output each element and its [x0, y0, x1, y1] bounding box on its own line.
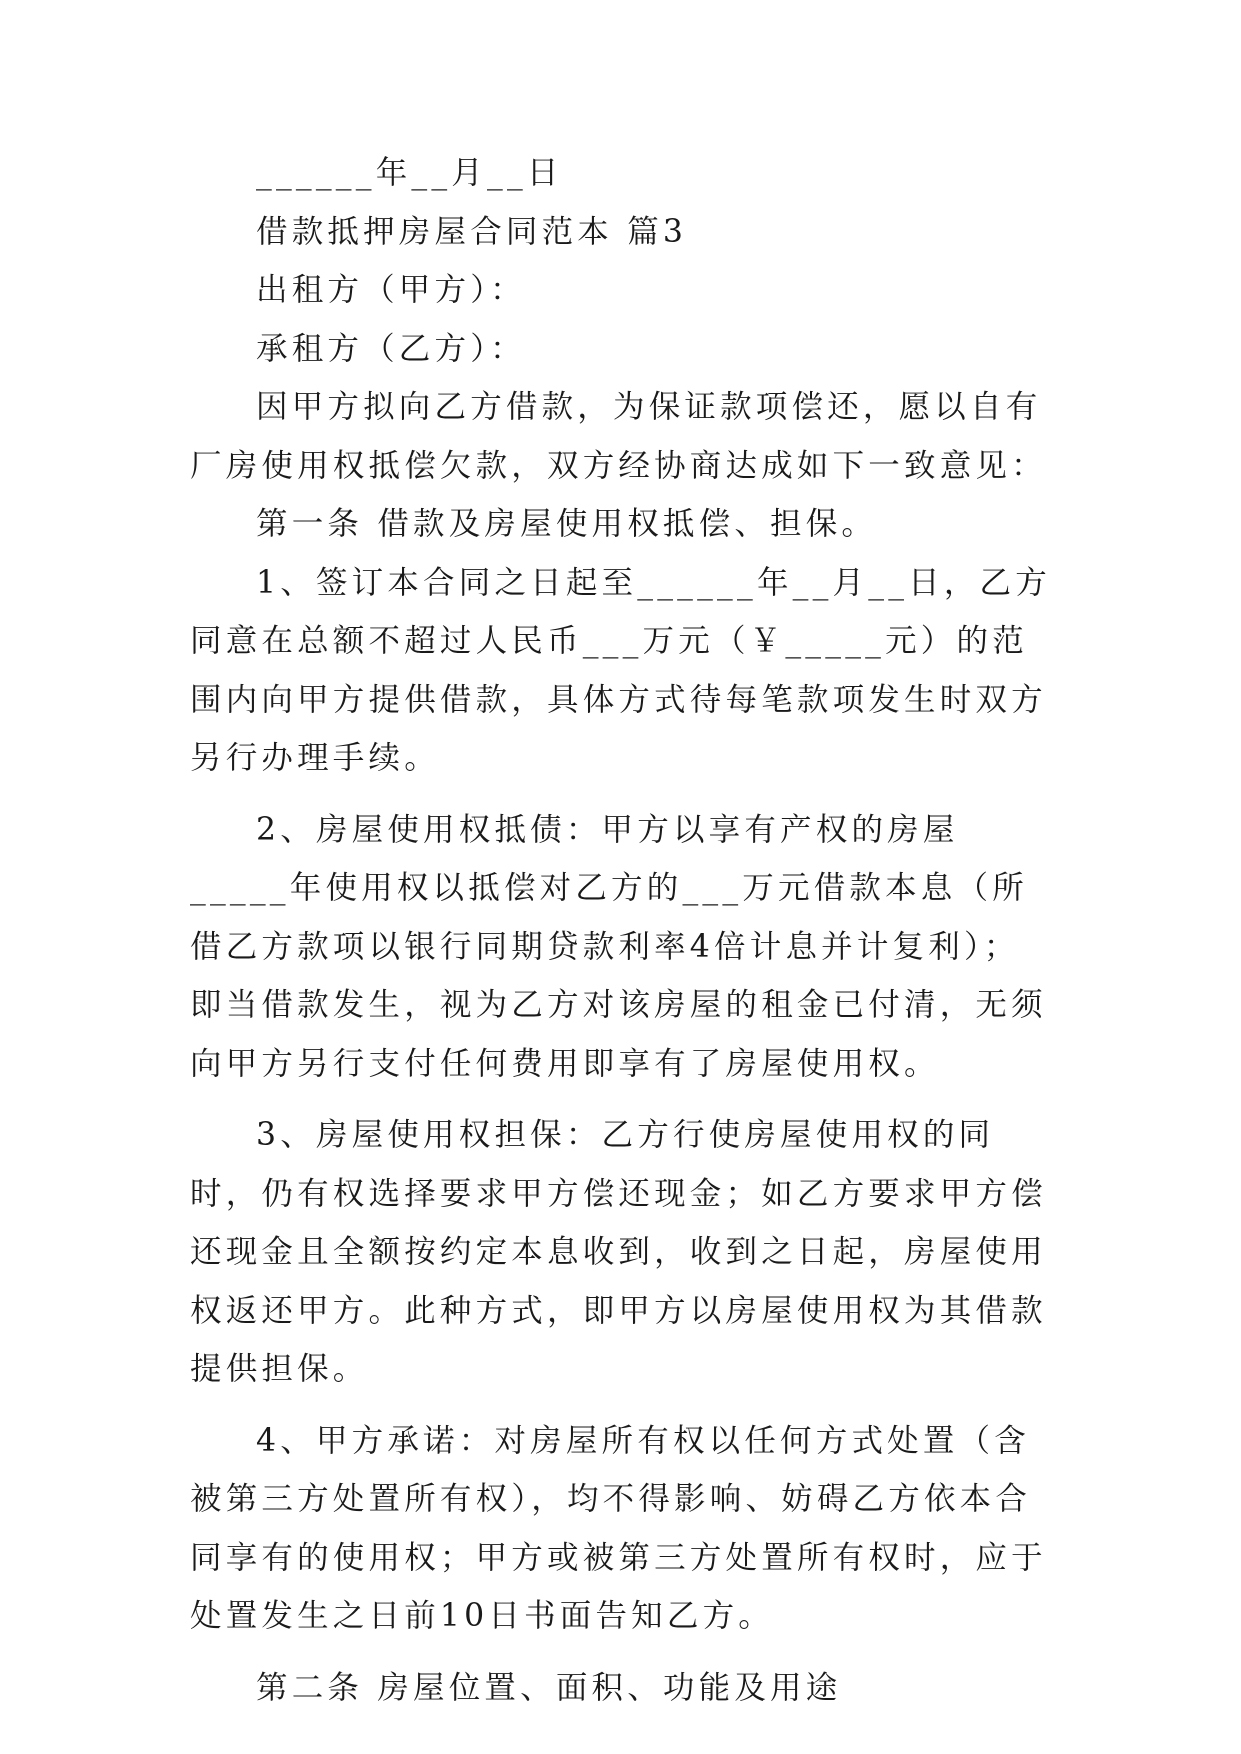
article-2-title: 第二条 房屋位置、面积、功能及用途	[256, 1669, 842, 1706]
article-1-title: 第一条 借款及房屋使用权抵偿、担保。	[256, 506, 878, 542]
clause-2: 2、房屋使用权抵债：甲方以享有产权的房屋_____年使用权以抵偿对乙方的___万元借款本息（所借乙方款项以银行同期贷款利率4倍计息并计复利）；即当借款发生，视为乙方对该房屋的租金已付清，无须向甲方另行支付任何费用即享有了房屋使用权。	[190, 811, 1047, 1082]
intro-paragraph: 因甲方拟向乙方借款，为保证款项偿还，愿以自有厂房使用权抵偿欠款，双方经协商达成如下一致意见：	[190, 389, 1047, 484]
lessor-line: 出租方（甲方）：	[256, 272, 526, 308]
clause-1: 1、签订本合同之日起至______年__月__日，乙方同意在总额不超过人民币___万元（￥_____元）的范围内向甲方提供借款，具体方式待每笔款项发生时双方另行办理手续。	[190, 564, 1051, 776]
date-line: ______年__月__日	[256, 155, 563, 191]
contract-title: 借款抵押房屋合同范本 篇3	[256, 213, 688, 250]
clause-3: 3、房屋使用权担保：乙方行使房屋使用权的同时，仍有权选择要求甲方偿还现金；如乙方要求甲方偿还现金且全额按约定本息收到，收到之日起，房屋使用权返还甲方。此种方式，即甲方以房屋使用权为其借款提供担保。	[190, 1117, 1047, 1387]
clause-4: 4、甲方承诺：对房屋所有权以任何方式处置（含被第三方处置所有权），均不得影响、妨碍乙方依本合同享有的使用权；甲方或被第三方处置所有权时，应于处置发生之日前10日书面告知乙方。	[190, 1422, 1047, 1634]
lessee-line: 承租方（乙方）：	[256, 330, 526, 367]
